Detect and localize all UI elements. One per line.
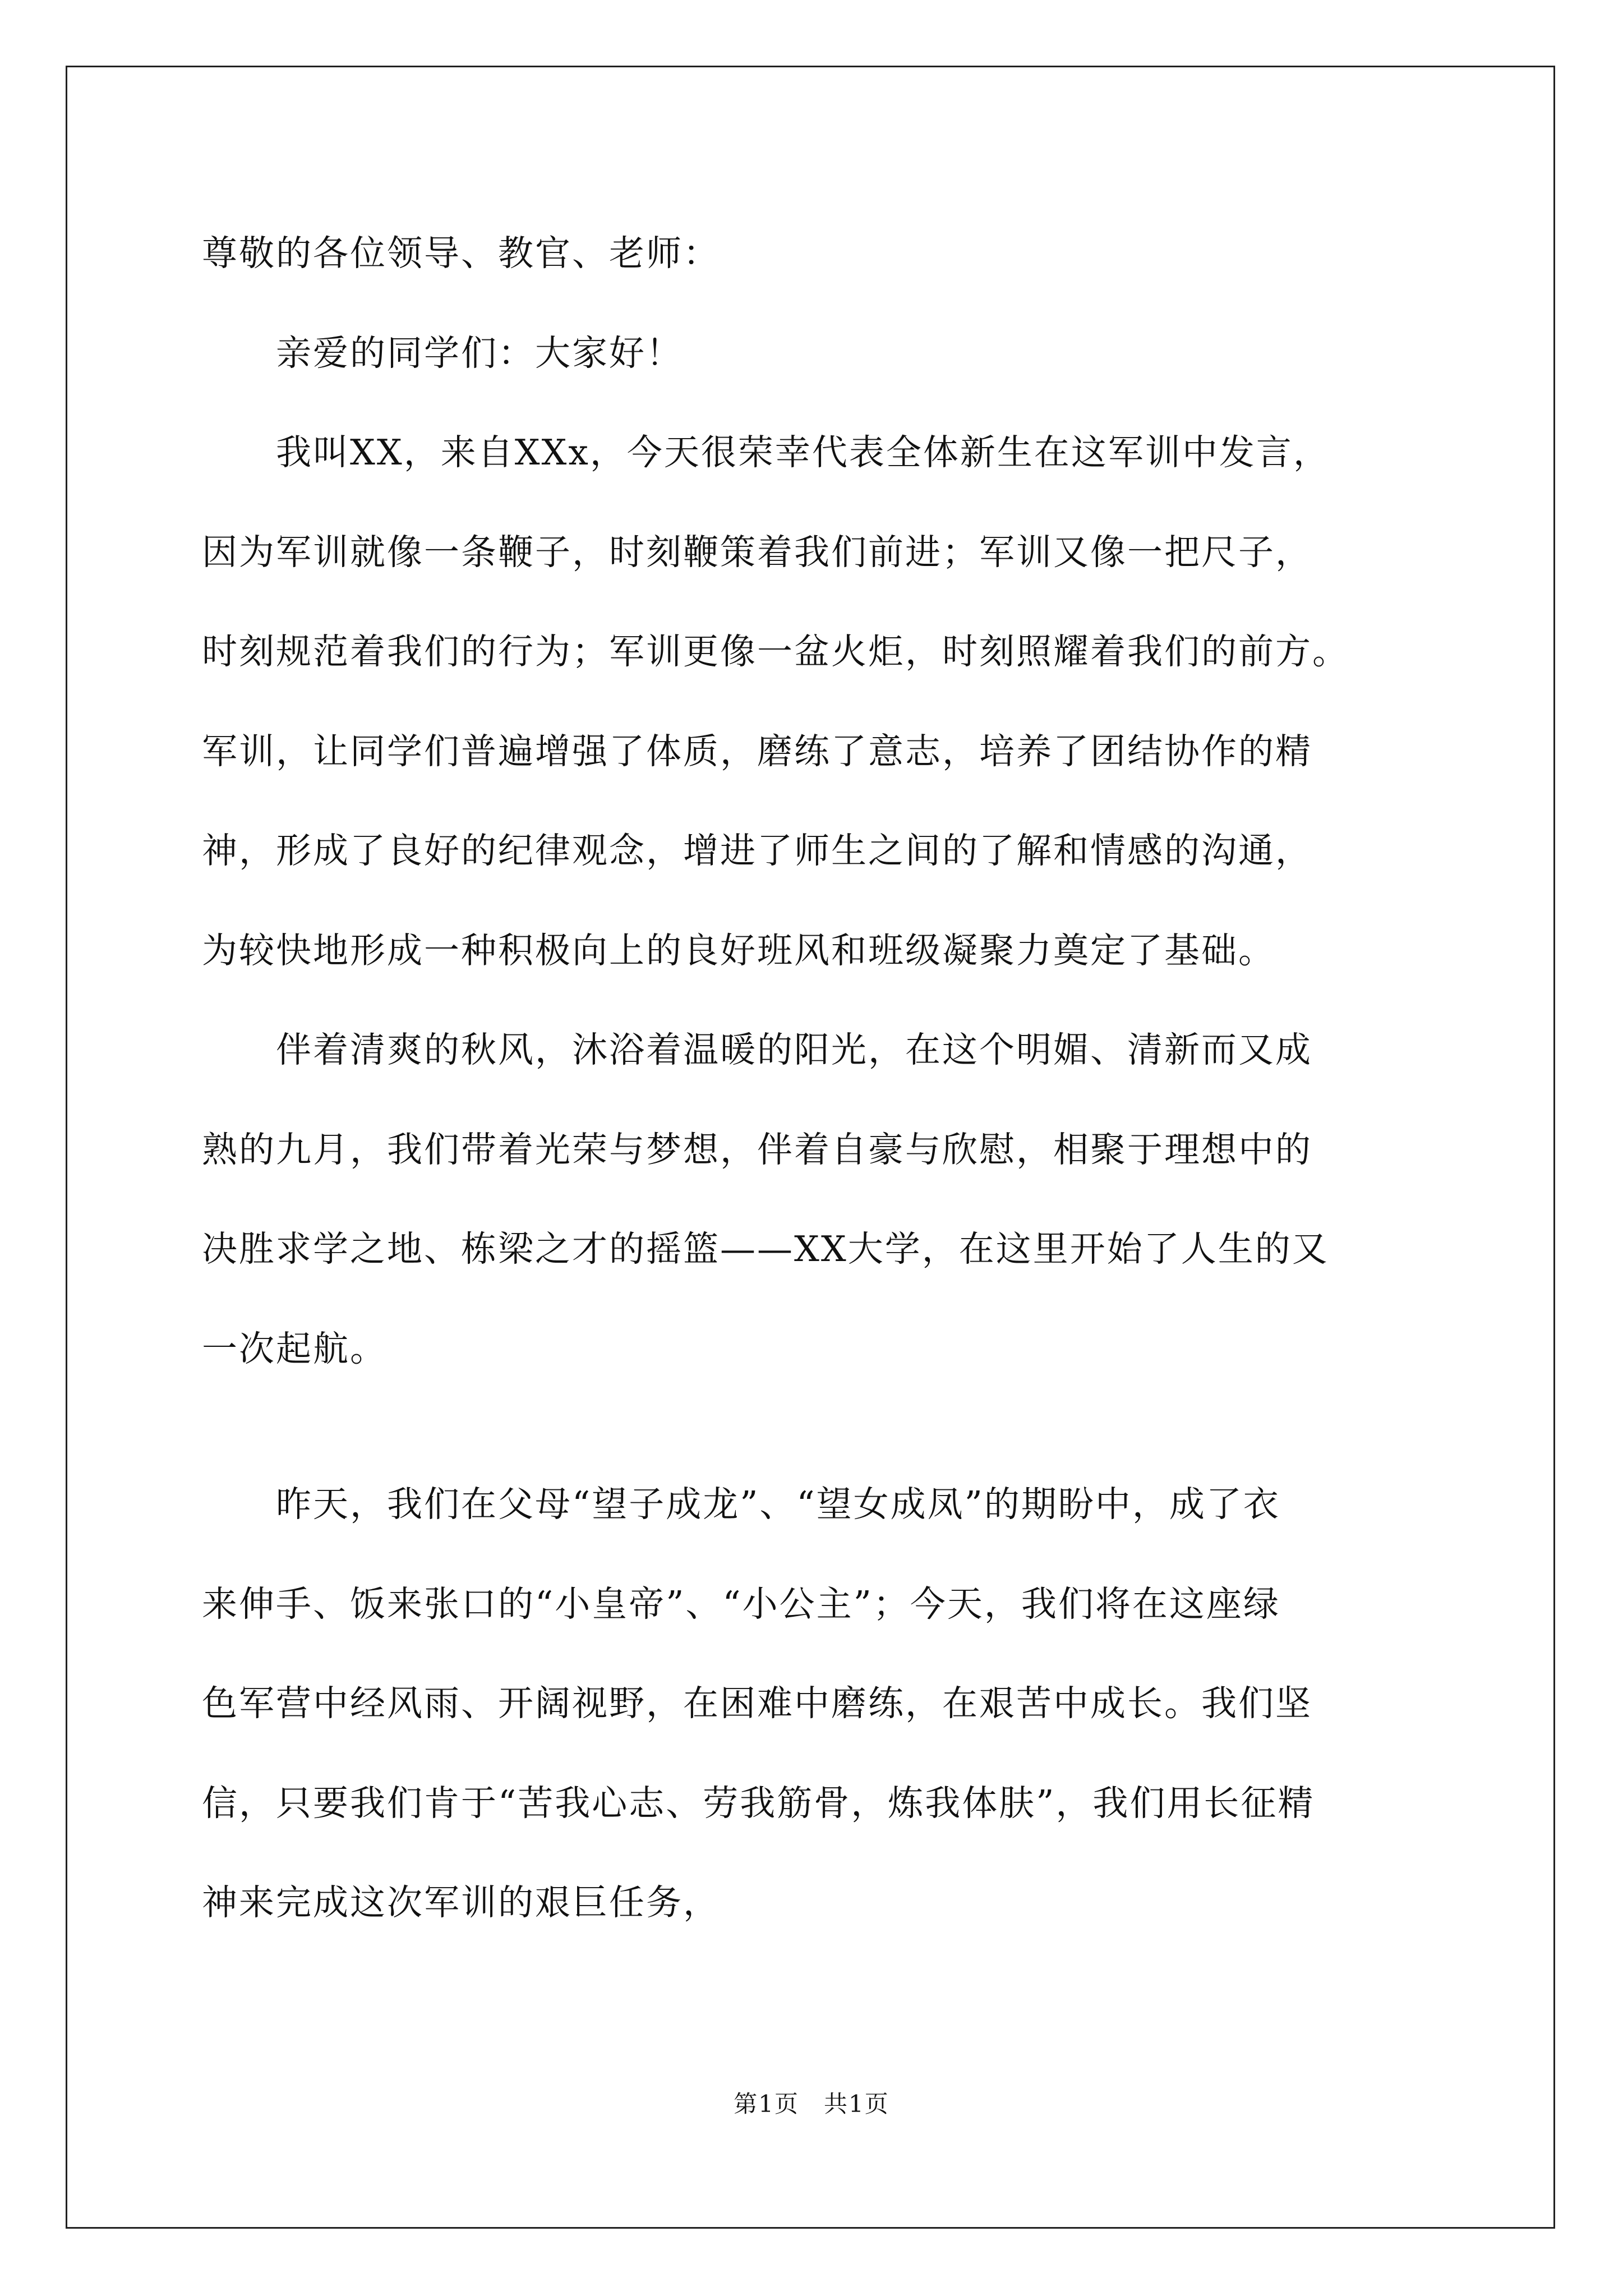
text-line: 熟的九月，我们带着光荣与梦想，伴着自豪与欣慰，相聚于理想中的 <box>202 1129 1312 1170</box>
text-line: 神来完成这次军训的艰巨任务， <box>202 1882 720 1923</box>
text-line: 伴着清爽的秋风，沐浴着温暖的阳光，在这个明媚、清新而又成 <box>202 1029 1312 1070</box>
text-line: 军训，让同学们普遍增强了体质，磨练了意志，培养了团结协作的精 <box>202 731 1312 772</box>
text-line: 一次起航。 <box>202 1328 387 1369</box>
text-line: 时刻规范着我们的行为；军训更像一盆火炬，时刻照耀着我们的前方。 <box>202 631 1349 672</box>
text-line: 我叫XX，来自XXx，今天很荣幸代表全体新生在这军训中发言， <box>202 432 1330 473</box>
text-line: 色军营中经风雨、开阔视野，在困难中磨练，在艰苦中成长。我们坚 <box>202 1683 1312 1724</box>
text-line: 为较快地形成一种积极向上的良好班风和班级凝聚力奠定了基础。 <box>202 930 1275 971</box>
text-line: 神，形成了良好的纪律观念，增进了师生之间的了解和情感的沟通， <box>202 830 1312 871</box>
text-line: 信，只要我们肯于“苦我心志、劳我筋骨，炼我体肤”，我们用长征精 <box>202 1783 1315 1824</box>
text-line: 亲爱的同学们：大家好！ <box>202 333 683 374</box>
text-line: 决胜求学之地、栋梁之才的摇篮——XX大学，在这里开始了人生的又 <box>202 1228 1329 1269</box>
page-number-footer: 第1页 共1页 <box>734 2090 889 2118</box>
text-line: 尊敬的各位领导、教官、老师： <box>202 233 720 274</box>
text-line: 因为军训就像一条鞭子，时刻鞭策着我们前进；军训又像一把尺子， <box>202 532 1312 573</box>
text-line: 来伸手、饭来张口的“小皇帝”、“小公主”；今天，我们将在这座绿 <box>202 1584 1280 1625</box>
text-line: 昨天，我们在父母“望子成龙”、“望女成凤”的期盼中，成了衣 <box>202 1484 1280 1525</box>
